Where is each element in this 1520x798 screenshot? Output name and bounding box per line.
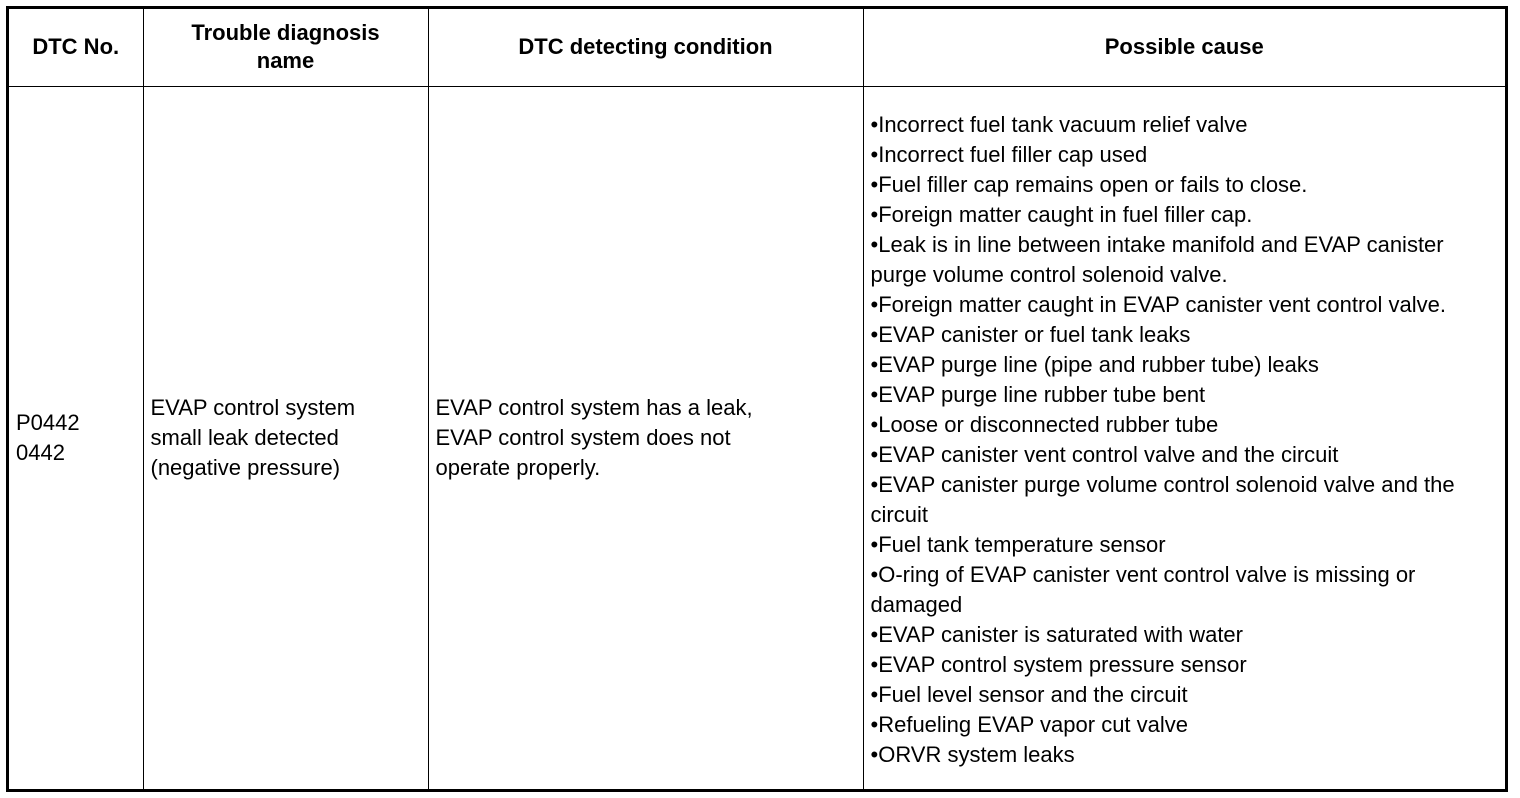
- list-item: • Loose or disconnected rubber tube: [871, 410, 1499, 440]
- dtc-table: [9, 9, 1505, 789]
- list-item: • Refueling EVAP vapor cut valve: [871, 710, 1499, 740]
- cell-dtc-no: [9, 86, 143, 789]
- list-item: • EVAP purge line (pipe and rubber tube) leaks: [871, 350, 1499, 380]
- list-item: • Fuel filler cap remains open or fails to close.: [871, 170, 1499, 200]
- list-item: • EVAP canister is saturated with water: [871, 620, 1499, 650]
- cell-possible-cause: [863, 86, 1505, 789]
- list-item: • Foreign matter caught in EVAP canister vent control valve.: [871, 290, 1499, 320]
- list-item: • EVAP canister or fuel tank leaks: [871, 320, 1499, 350]
- header-trouble-diagnosis-name: [143, 9, 428, 86]
- list-item: • Incorrect fuel tank vacuum relief valve: [871, 110, 1499, 140]
- list-item: • Fuel tank temperature sensor: [871, 530, 1499, 560]
- diagnosis-name-line2: small leak detected: [150, 424, 339, 450]
- list-item: • Foreign matter caught in fuel filler cap.: [871, 200, 1499, 230]
- cell-diagnosis-name: [143, 86, 428, 789]
- condition-line1: EVAP control system has a leak,: [435, 394, 753, 420]
- list-item: • O-ring of EVAP canister vent control valve is missing or damaged: [871, 560, 1499, 620]
- diagnosis-name-line3: (negative pressure): [150, 454, 341, 480]
- possible-cause-list: [871, 110, 1499, 770]
- list-item: • EVAP canister purge volume control solenoid valve and the circuit: [871, 470, 1499, 530]
- diagnosis-name-line1: EVAP control system: [150, 394, 356, 420]
- condition-line3: operate properly.: [435, 454, 601, 480]
- table-row: [9, 86, 1505, 789]
- list-item: • EVAP control system pressure sensor: [871, 650, 1499, 680]
- list-item: • ORVR system leaks: [871, 740, 1499, 770]
- header-dtc-no: DTC No.: [9, 9, 143, 86]
- list-item: • EVAP purge line rubber tube bent: [871, 380, 1499, 410]
- cell-detecting-condition: [428, 86, 863, 789]
- list-item: • Leak is in line between intake manifold and EVAP canister purge volume control solenoid valve.: [871, 230, 1499, 290]
- dtc-code-secondary: 0442: [16, 439, 65, 465]
- list-item: • EVAP canister vent control valve and the circuit: [871, 440, 1499, 470]
- condition-line2: EVAP control system does not: [435, 424, 731, 450]
- list-item: • Incorrect fuel filler cap used: [871, 140, 1499, 170]
- list-item: • Fuel level sensor and the circuit: [871, 680, 1499, 710]
- header-diagnosis-name-line2: name: [256, 48, 315, 74]
- header-possible-cause: Possible cause: [863, 9, 1505, 86]
- dtc-code-primary: P0442: [16, 409, 80, 435]
- header-detecting-condition: DTC detecting condition: [428, 9, 863, 86]
- table-header-row: [9, 9, 1505, 86]
- dtc-table-frame: [6, 6, 1508, 792]
- header-diagnosis-name-line1: Trouble diagnosis: [191, 20, 380, 46]
